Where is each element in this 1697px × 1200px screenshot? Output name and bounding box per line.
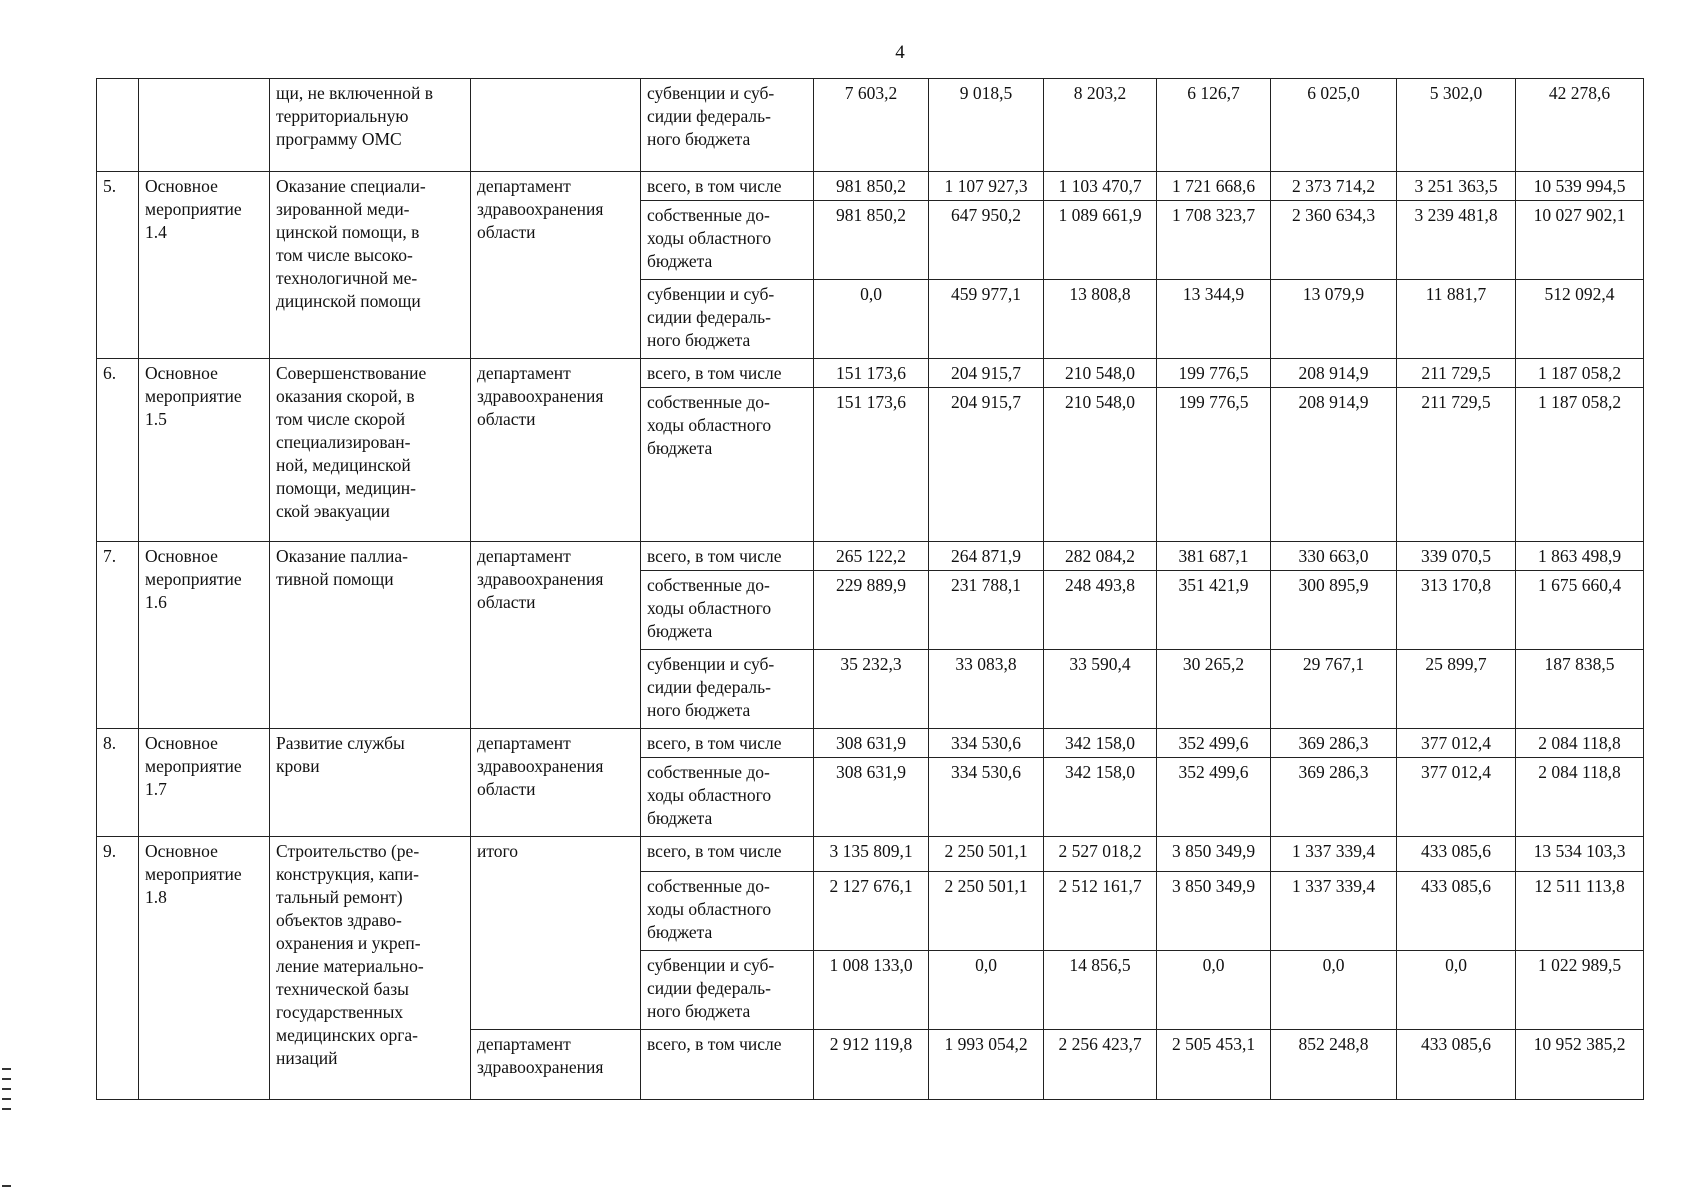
value-cell: 1 008 133,0 [814, 951, 929, 1030]
text-line: ходы областного [647, 415, 772, 435]
text-line: программу ОМС [276, 129, 402, 149]
text-line: бюджета [647, 922, 713, 942]
funding-source-cell [641, 758, 814, 837]
event-cell [139, 729, 270, 837]
text-line: ной, медицинской [276, 455, 411, 475]
event-cell [139, 542, 270, 729]
executor-cell [471, 729, 641, 837]
text-line: зированной меди- [276, 199, 410, 219]
text-line: ходы областного [647, 899, 772, 919]
text-line: оказания скорой, в [276, 386, 415, 406]
text-line: Основное [145, 363, 218, 383]
text-line: итого [477, 841, 519, 861]
value-cell: 1 337 339,4 [1271, 872, 1397, 951]
total-value-cell: 13 534 103,3 [1516, 837, 1644, 872]
event-name-cell [270, 729, 471, 837]
text-line: мероприятие [145, 864, 242, 884]
value-cell: 334 530,6 [929, 729, 1044, 758]
executor-cell [471, 837, 641, 1030]
text-line: всего, в том числе [647, 176, 782, 196]
text-line: здравоохранения [477, 756, 604, 776]
text-line: департамент [477, 1034, 571, 1054]
value-cell: 459 977,1 [929, 280, 1044, 359]
value-cell: 0,0 [814, 280, 929, 359]
text-line: бюджета [647, 438, 713, 458]
value-cell: 313 170,8 [1397, 571, 1516, 650]
event-name-cell [270, 359, 471, 542]
event-name-cell [270, 542, 471, 729]
funding-source-cell [641, 729, 814, 758]
value-cell: 2 912 119,8 [814, 1030, 929, 1100]
text-line: дицинской помощи [276, 291, 421, 311]
text-line: области [477, 222, 536, 242]
text-line: ного бюджета [647, 700, 751, 720]
text-line: технологичной ме- [276, 268, 418, 288]
value-cell: 0,0 [1157, 951, 1271, 1030]
table-body [97, 79, 1644, 1100]
value-cell: 647 950,2 [929, 201, 1044, 280]
value-cell: 308 631,9 [814, 729, 929, 758]
text-line: всего, в том числе [647, 841, 782, 861]
text-line: конструкция, капи- [276, 864, 419, 884]
text-line: здравоохранения [477, 386, 604, 406]
text-line: технической базы [276, 979, 409, 999]
value-cell: 1 337 339,4 [1271, 837, 1397, 872]
event-name-cell [270, 172, 471, 359]
event-cell [139, 359, 270, 542]
funding-source-cell [641, 542, 814, 571]
text-line: сидии федераль- [647, 307, 771, 327]
text-line: Развитие службы [276, 733, 405, 753]
total-value-cell: 2 084 118,8 [1516, 729, 1644, 758]
value-cell: 342 158,0 [1044, 758, 1157, 837]
funding-source-cell [641, 172, 814, 201]
text-line: ного бюджета [647, 1001, 751, 1021]
value-cell: 0,0 [1397, 951, 1516, 1030]
value-cell: 3 850 349,9 [1157, 872, 1271, 951]
text-line: всего, в том числе [647, 1034, 782, 1054]
text-line: области [477, 779, 536, 799]
text-line: мероприятие [145, 386, 242, 406]
value-cell: 433 085,6 [1397, 872, 1516, 951]
value-cell: 2 360 634,3 [1271, 201, 1397, 280]
table-row [97, 172, 1644, 201]
event-name-cell [270, 79, 471, 172]
value-cell: 352 499,6 [1157, 758, 1271, 837]
value-cell: 334 530,6 [929, 758, 1044, 837]
value-cell: 1 107 927,3 [929, 172, 1044, 201]
text-line: здравоохранения [477, 1057, 604, 1077]
text-line: том числе высоко- [276, 245, 413, 265]
row-number-cell: 6. [97, 359, 139, 542]
value-cell: 11 881,7 [1397, 280, 1516, 359]
event-cell [139, 837, 270, 1100]
text-line: мероприятие [145, 569, 242, 589]
value-cell: 211 729,5 [1397, 359, 1516, 388]
total-value-cell: 10 027 902,1 [1516, 201, 1644, 280]
text-line: тальный ремонт) [276, 887, 403, 907]
total-value-cell: 42 278,6 [1516, 79, 1644, 172]
text-line: собственные до- [647, 762, 770, 782]
total-value-cell: 1 863 498,9 [1516, 542, 1644, 571]
value-cell: 2 373 714,2 [1271, 172, 1397, 201]
text-line: области [477, 592, 536, 612]
text-line: цинской помощи, в [276, 222, 420, 242]
value-cell: 229 889,9 [814, 571, 929, 650]
text-line: собственные до- [647, 205, 770, 225]
scan-mark [2, 1108, 11, 1110]
value-cell: 342 158,0 [1044, 729, 1157, 758]
value-cell: 282 084,2 [1044, 542, 1157, 571]
total-value-cell: 1 187 058,2 [1516, 388, 1644, 542]
text-line: 1.7 [145, 779, 167, 799]
text-line: помощи, медицин- [276, 478, 416, 498]
row-number-cell: 8. [97, 729, 139, 837]
value-cell: 13 079,9 [1271, 280, 1397, 359]
text-line: Основное [145, 546, 218, 566]
value-cell: 199 776,5 [1157, 388, 1271, 542]
text-line: Оказание специали- [276, 176, 426, 196]
text-line: ного бюджета [647, 330, 751, 350]
text-line: сидии федераль- [647, 978, 771, 998]
scan-mark [2, 1068, 11, 1070]
value-cell: 1 708 323,7 [1157, 201, 1271, 280]
row-number-cell: 7. [97, 542, 139, 729]
value-cell: 433 085,6 [1397, 837, 1516, 872]
text-line: субвенции и суб- [647, 654, 775, 674]
text-line: области [477, 409, 536, 429]
text-line: 1.6 [145, 592, 167, 612]
value-cell: 369 286,3 [1271, 758, 1397, 837]
value-cell: 13 344,9 [1157, 280, 1271, 359]
funding-source-cell [641, 1030, 814, 1100]
text-line: ление материально- [276, 956, 424, 976]
text-line: медицинских орга- [276, 1025, 419, 1045]
row-number-cell: 5. [97, 172, 139, 359]
value-cell: 211 729,5 [1397, 388, 1516, 542]
text-line: 1.4 [145, 222, 167, 242]
value-cell: 264 871,9 [929, 542, 1044, 571]
page-number: 4 [895, 42, 905, 63]
value-cell: 208 914,9 [1271, 359, 1397, 388]
value-cell: 330 663,0 [1271, 542, 1397, 571]
text-line: низаций [276, 1048, 338, 1068]
value-cell: 0,0 [1271, 951, 1397, 1030]
executor-cell [471, 172, 641, 359]
event-cell [139, 172, 270, 359]
value-cell: 1 103 470,7 [1044, 172, 1157, 201]
table-row [97, 542, 1644, 571]
text-line: 1.8 [145, 887, 167, 907]
executor-cell [471, 1030, 641, 1100]
value-cell: 13 808,8 [1044, 280, 1157, 359]
text-line: Совершенствование [276, 363, 427, 383]
event-name-cell [270, 837, 471, 1100]
value-cell: 1 089 661,9 [1044, 201, 1157, 280]
value-cell: 151 173,6 [814, 388, 929, 542]
text-line: бюджета [647, 251, 713, 271]
value-cell: 210 548,0 [1044, 359, 1157, 388]
funding-source-cell [641, 571, 814, 650]
total-value-cell: 2 084 118,8 [1516, 758, 1644, 837]
value-cell: 35 232,3 [814, 650, 929, 729]
executor-cell [471, 359, 641, 542]
text-line: Основное [145, 733, 218, 753]
value-cell: 6 025,0 [1271, 79, 1397, 172]
table-row [97, 729, 1644, 758]
text-line: Оказание паллиа- [276, 546, 408, 566]
total-value-cell: 512 092,4 [1516, 280, 1644, 359]
total-value-cell: 10 952 385,2 [1516, 1030, 1644, 1100]
row-number-cell: 9. [97, 837, 139, 1100]
value-cell: 308 631,9 [814, 758, 929, 837]
value-cell: 852 248,8 [1271, 1030, 1397, 1100]
value-cell: 2 250 501,1 [929, 837, 1044, 872]
value-cell: 2 250 501,1 [929, 872, 1044, 951]
value-cell: 981 850,2 [814, 201, 929, 280]
funding-source-cell [641, 650, 814, 729]
text-line: всего, в том числе [647, 363, 782, 383]
scan-mark [2, 1098, 11, 1100]
total-value-cell: 1 675 660,4 [1516, 571, 1644, 650]
value-cell: 2 527 018,2 [1044, 837, 1157, 872]
scan-mark [2, 1078, 11, 1080]
text-line: ходы областного [647, 785, 772, 805]
value-cell: 339 070,5 [1397, 542, 1516, 571]
value-cell: 8 203,2 [1044, 79, 1157, 172]
value-cell: 204 915,7 [929, 388, 1044, 542]
text-line: сидии федераль- [647, 677, 771, 697]
value-cell: 204 915,7 [929, 359, 1044, 388]
funding-source-cell [641, 388, 814, 542]
text-line: ходы областного [647, 228, 772, 248]
value-cell: 14 856,5 [1044, 951, 1157, 1030]
value-cell: 5 302,0 [1397, 79, 1516, 172]
table-row [97, 837, 1644, 872]
value-cell: 7 603,2 [814, 79, 929, 172]
scan-mark [2, 1185, 11, 1187]
executor-cell [471, 542, 641, 729]
value-cell: 231 788,1 [929, 571, 1044, 650]
value-cell: 199 776,5 [1157, 359, 1271, 388]
text-line: собственные до- [647, 575, 770, 595]
text-line: Основное [145, 841, 218, 861]
text-line: бюджета [647, 621, 713, 641]
value-cell: 300 895,9 [1271, 571, 1397, 650]
text-line: департамент [477, 363, 571, 383]
value-cell: 3 251 363,5 [1397, 172, 1516, 201]
total-value-cell: 10 539 994,5 [1516, 172, 1644, 201]
value-cell: 248 493,8 [1044, 571, 1157, 650]
text-line: крови [276, 756, 320, 776]
text-line: всего, в том числе [647, 733, 782, 753]
text-line: департамент [477, 733, 571, 753]
value-cell: 1 721 668,6 [1157, 172, 1271, 201]
value-cell: 33 083,8 [929, 650, 1044, 729]
value-cell: 3 850 349,9 [1157, 837, 1271, 872]
text-line: 1.5 [145, 409, 167, 429]
text-line: субвенции и суб- [647, 955, 775, 975]
text-line: ходы областного [647, 598, 772, 618]
text-line: здравоохранения [477, 199, 604, 219]
value-cell: 981 850,2 [814, 172, 929, 201]
value-cell: 33 590,4 [1044, 650, 1157, 729]
scan-mark [2, 1088, 11, 1090]
text-line: департамент [477, 546, 571, 566]
value-cell: 381 687,1 [1157, 542, 1271, 571]
value-cell: 352 499,6 [1157, 729, 1271, 758]
funding-source-cell [641, 201, 814, 280]
table-row [97, 359, 1644, 388]
total-value-cell: 1 022 989,5 [1516, 951, 1644, 1030]
text-line: щи, не включенной в [276, 83, 434, 103]
text-line: департамент [477, 176, 571, 196]
text-line: ской эвакуации [276, 501, 390, 521]
value-cell: 369 286,3 [1271, 729, 1397, 758]
value-cell: 2 512 161,7 [1044, 872, 1157, 951]
value-cell: 208 914,9 [1271, 388, 1397, 542]
text-line: субвенции и суб- [647, 83, 775, 103]
event-cell [139, 79, 270, 172]
value-cell: 3 239 481,8 [1397, 201, 1516, 280]
value-cell: 265 122,2 [814, 542, 929, 571]
value-cell: 2 127 676,1 [814, 872, 929, 951]
value-cell: 2 256 423,7 [1044, 1030, 1157, 1100]
text-line: сидии федераль- [647, 106, 771, 126]
funding-source-cell [641, 837, 814, 872]
value-cell: 2 505 453,1 [1157, 1030, 1271, 1100]
value-cell: 29 767,1 [1271, 650, 1397, 729]
value-cell: 9 018,5 [929, 79, 1044, 172]
text-line: охранения и укреп- [276, 933, 421, 953]
funding-source-cell [641, 359, 814, 388]
total-value-cell: 1 187 058,2 [1516, 359, 1644, 388]
text-line: Основное [145, 176, 218, 196]
value-cell: 25 899,7 [1397, 650, 1516, 729]
text-line: территориальную [276, 106, 409, 126]
text-line: собственные до- [647, 876, 770, 896]
value-cell: 3 135 809,1 [814, 837, 929, 872]
value-cell: 433 085,6 [1397, 1030, 1516, 1100]
value-cell: 377 012,4 [1397, 729, 1516, 758]
funding-source-cell [641, 951, 814, 1030]
value-cell: 377 012,4 [1397, 758, 1516, 837]
text-line: Строительство (ре- [276, 841, 420, 861]
value-cell: 351 421,9 [1157, 571, 1271, 650]
row-number-cell [97, 79, 139, 172]
total-value-cell: 12 511 113,8 [1516, 872, 1644, 951]
text-line: бюджета [647, 808, 713, 828]
executor-cell [471, 79, 641, 172]
funding-source-cell [641, 872, 814, 951]
value-cell: 210 548,0 [1044, 388, 1157, 542]
value-cell: 0,0 [929, 951, 1044, 1030]
text-line: объектов здраво- [276, 910, 402, 930]
table-row [97, 79, 1644, 172]
total-value-cell: 187 838,5 [1516, 650, 1644, 729]
funding-source-cell [641, 79, 814, 172]
funding-source-cell [641, 280, 814, 359]
text-line: мероприятие [145, 199, 242, 219]
text-line: специализирован- [276, 432, 411, 452]
value-cell: 6 126,7 [1157, 79, 1271, 172]
text-line: тивной помощи [276, 569, 394, 589]
text-line: ного бюджета [647, 129, 751, 149]
text-line: здравоохранения [477, 569, 604, 589]
text-line: государственных [276, 1002, 404, 1022]
value-cell: 151 173,6 [814, 359, 929, 388]
text-line: собственные до- [647, 392, 770, 412]
budget-table [96, 78, 1644, 1100]
text-line: том числе скорой [276, 409, 406, 429]
value-cell: 30 265,2 [1157, 650, 1271, 729]
text-line: субвенции и суб- [647, 284, 775, 304]
text-line: мероприятие [145, 756, 242, 776]
text-line: всего, в том числе [647, 546, 782, 566]
value-cell: 1 993 054,2 [929, 1030, 1044, 1100]
